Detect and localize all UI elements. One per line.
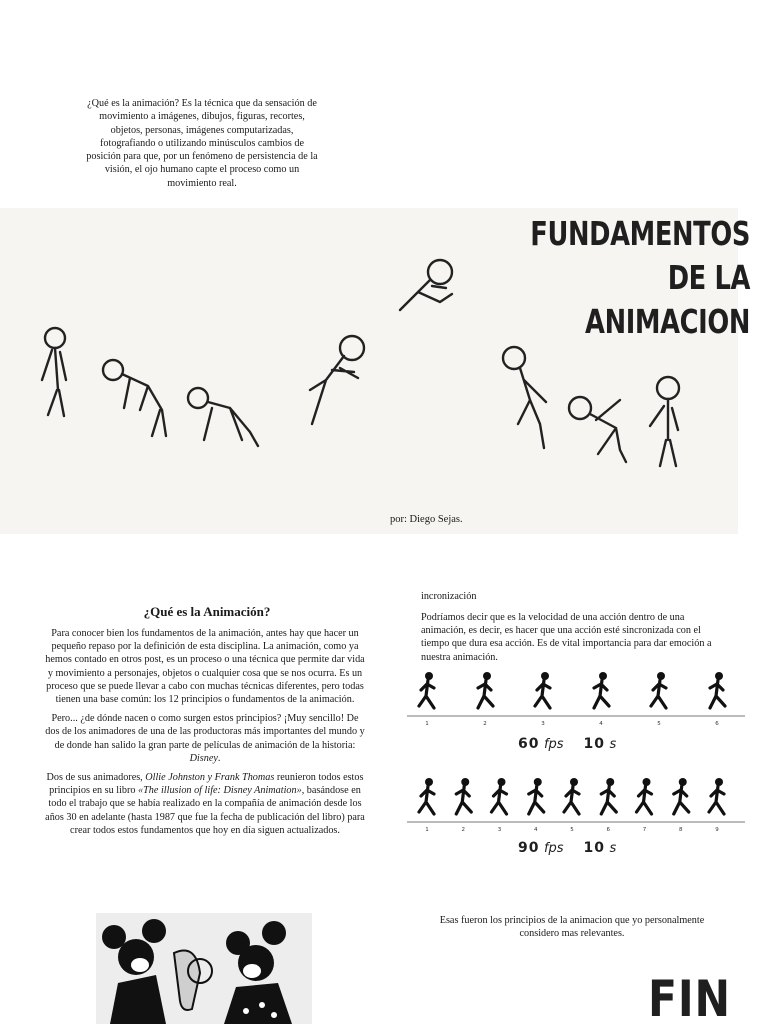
paragraph-2: Pero... ¿de dónde nacen o como surgen estos principios? ¡Muy sencillo! De dos de los animadores de una de las productoras más importantes del mundo y de donde han salido la gran parte de películas de animación de la historia: Disney. (45, 713, 365, 764)
running-figure (710, 672, 725, 708)
timeline-tick-label: 6 (606, 827, 610, 833)
running-figure (709, 778, 724, 814)
intro-paragraph: ¿Qué es la animación? Es la técnica que da sensación de movimiento a imágenes, dibujos, figuras, recortes, objetos, personas, imágenes computarizadas, fotografiando o utilizando minúsculos cambios de posición para que, por un fenómeno de persistencia de la visión, el ojo humano capte el proceso como un movimiento real. (86, 98, 318, 189)
section-body (44, 627, 366, 843)
fin-heading: FIN (648, 970, 731, 1028)
running-figure (564, 778, 579, 814)
stick-figure-8 (650, 377, 679, 466)
running-figure (419, 672, 434, 708)
title-line-2: ANIMACION (585, 302, 750, 341)
timeline-tick-label: 2 (483, 721, 487, 727)
author-credit: por: Diego Sejas. (390, 514, 463, 525)
paragraph-1: Para conocer bien los fundamentos de la animación, antes hay que hacer un pequeño repaso por la definición de esta disciplina. La animación, como ya hemos contado en otros post, es un proceso o una técnica que permite dar vida y movimiento a personajes, objetos o cualquier cosa que se nos ocurra. Es un proceso que se puede llevar a cabo con muchas técnicas diferentes, pero todas tienen una base común: los 12 principios o fundamentos de la animación. (45, 628, 365, 706)
running-figure (419, 778, 434, 814)
timeline-tick-label: 5 (657, 721, 661, 727)
stick-figure-1 (42, 328, 66, 416)
running-figure (594, 672, 609, 708)
running-figure (535, 672, 550, 708)
running-figure (651, 672, 666, 708)
stick-figure-7 (569, 397, 626, 462)
running-figure (674, 778, 689, 814)
timeline-tick-label: 3 (541, 721, 545, 727)
closing-paragraph: Esas fueron los principios de la animacion que yo personalmente considero mas relevantes. (439, 915, 705, 940)
running-figure (456, 778, 471, 814)
mickey-minnie-image (96, 913, 312, 1024)
timeline-tick-label: 4 (534, 827, 538, 833)
stick-figure-6 (503, 347, 546, 448)
fps-label-90: 90 fps 10 s (518, 840, 617, 856)
paragraph-3: Dos de sus animadores, Ollie Johnston y Frank Thomas reunieron todos estos principios en su libro «The illusion of life: Disney Animation», basándose en todo el trabajo que se había realizado en la compañía de animación desde los años 30 en adelante (hasta 1987 que fue la fecha de publicación del libro) para crear todos estos fundamentos que hoy en día siguen actualizados. (45, 772, 365, 836)
timeline-tick-label: 7 (642, 827, 647, 833)
stick-figure-2 (103, 360, 166, 436)
stick-figure-4 (310, 336, 364, 424)
section-heading: ¿Qué es la Animación? (143, 604, 271, 619)
timeline-tick-label: 4 (599, 721, 603, 727)
fps-label-60: 60 fps 10 s (518, 736, 617, 752)
timeline-tick-label: 6 (715, 721, 719, 727)
title-line-1: FUNDAMENTOS DE LA (530, 214, 750, 297)
running-figure (637, 778, 652, 814)
sync-heading: incronización (421, 591, 477, 602)
timeline-tick-label: 3 (497, 827, 502, 833)
timeline-tick-label: 5 (570, 827, 574, 833)
running-figure (529, 778, 544, 814)
timeline-tick-label: 2 (461, 827, 465, 833)
stick-figure-3 (188, 388, 258, 446)
running-figure (478, 672, 493, 708)
timeline-tick-label: 1 (425, 827, 429, 833)
page-title (516, 212, 750, 344)
running-figure (492, 778, 507, 814)
timeline-tick-label: 8 (679, 827, 683, 833)
timeline-tick-label: 9 (715, 827, 719, 833)
sync-paragraph: Podríamos decir que es la velocidad de una acción dentro de una animación, es decir, es hacer que una acción esté sincronizada con el tiempo que dura esa acción. Es de vital importancia para dar emoción a nuestra animación. (421, 612, 712, 663)
stick-figure-5 (400, 260, 452, 310)
running-figure (601, 778, 616, 814)
timeline-tick-label: 1 (425, 721, 429, 727)
